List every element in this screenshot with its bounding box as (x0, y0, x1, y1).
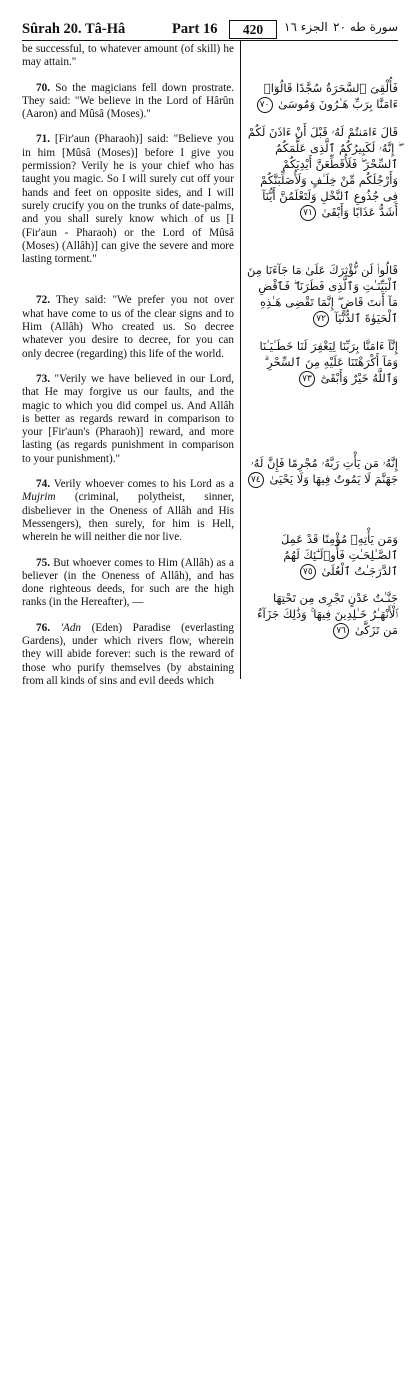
verse-text: So the magicians fell down prostrate. They said: "We believe in the Lord of Hârûn (Aaron) and Mûsâ (Moses)." (22, 81, 235, 121)
verse-end-marker: ٧٣ (299, 371, 315, 387)
verse-text-pre: Verily whoever comes to his Lord as a (53, 478, 234, 491)
part-label: Part 16 (172, 21, 218, 37)
surah-title-english: Sûrah 20. Tâ-Hâ (22, 21, 126, 37)
verse-text: [Fir'aun (Pharaoh)] said: "Believe you in him [Mûsâ (Moses)] before I give you permission? Verily he is your chief who has taught you magic. So I will surely cut off your hands and feet on opposite sides, and I will surely crucify you on the trunks of date-palms, and you shall surely know which of us [I (Fir'aun - Pharaoh) or the Lord of Mûsâ (Moses) (Allâh)] can give the severe and more lasting torment." (22, 133, 235, 266)
verse-71-english (22, 133, 234, 266)
arabic-text: جَنَّـٰتُ عَدْنٍ تَجْرِى مِن تَحْتِهَا ٱلْأَنْهَـٰرُ خَـٰلِدِينَ فِيهَا ۚ وَذَٰلِكَ جَزَآءُ مَن تَزَكَّىٰ (257, 591, 398, 637)
continued-text: be successful, to whatever amount (of skill) he may attain." (22, 43, 234, 69)
verse-end-marker: ٧٢ (313, 311, 329, 327)
verse-text: But whoever comes to Him (Allâh) as a believer (in the Oneness of Allâh), and has done righteous deeds, for such are the high ranks (in the Hereafter), — (22, 556, 234, 609)
page-header (22, 20, 398, 40)
verse-end-marker: ٧١ (300, 205, 316, 221)
page-number: 420 (229, 20, 277, 39)
arabic-text: فَأُلْقِىَ ٱلسَّحَرَةُ سُجَّدًا قَالُوٓا۟ ءَامَنَّا بِرَبِّ هَـٰرُونَ وَمُوسَىٰ (263, 81, 398, 111)
verse-number: 70. (36, 81, 50, 94)
verse-70-arabic (246, 80, 398, 113)
verse-end-marker: ٧٥ (300, 564, 316, 580)
verse-74-english (22, 478, 234, 544)
verse-end-marker: ٧٦ (333, 623, 349, 639)
verse-text: (Eden) Paradise (everlasting Gardens), under which rivers flow, wherein they will abide forever: such is the reward of those who purify themselves (by abstaining from all kinds of sins and evil deeds which (22, 621, 234, 687)
verse-number: 71. (36, 133, 50, 146)
arabic-text: إِنَّآ ءَامَنَّا بِرَبِّنَا لِيَغْفِرَ لَنَا خَطَـٰيَـٰنَا وَمَآ أَكْرَهْتَنَا عَلَيْهِ مِنَ ٱلسِّحْرِ ۗ وَٱللَّهُ خَيْرٌ وَأَبْقَىٰٓ (259, 339, 398, 385)
verse-end-marker: ٧٠ (257, 97, 273, 113)
verse-75-english (22, 557, 234, 610)
verse-73-english (22, 373, 234, 466)
verse-72-arabic (246, 262, 398, 327)
arabic-text: قَالَ ءَامَنتُمْ لَهُۥ قَبْلَ أَنْ ءَاذَنَ لَكُمْ ۖ إِنَّهُۥ لَكَبِيرُكُمُ ٱلَّذِى عَلَّمَكُمُ ٱلسِّحْرَ ۖ فَلَأُقَطِّعَنَّ أَيْدِيَكُمْ وَأَرْجُلَكُم مِّنْ خِلَـٰفٍ وَلَأُصَلِّبَنَّكُمْ فِى جُذُوعِ ٱلنَّخْلِ وَلَتَعْلَمُنَّ أَيُّنَآ أَشَدُّ عَذَابًا وَأَبْقَىٰ (247, 125, 398, 219)
english-translation-column (22, 43, 234, 688)
arabic-text: إِنَّهُۥ مَن يَأْتِ رَبَّهُۥ مُجْرِمًا فَإِنَّ لَهُۥ جَهَنَّمَ لَا يَمُوتُ فِيهَا وَلَا يَحْيَىٰ (250, 456, 398, 486)
arabic-text: قَالُوا۟ لَن نُّؤْثِرَكَ عَلَىٰ مَا جَآءَنَا مِنَ ٱلْبَيِّنَـٰتِ وَٱلَّذِى فَطَرَنَا ۖ فَٱقْضِ مَآ أَنتَ قَاضٍ ۖ إِنَّمَا تَقْضِى هَـٰذِهِ ٱلْحَيَوٰةَ ٱلدُّنْيَآ (247, 263, 398, 325)
verse-number: 73. (36, 372, 50, 385)
verse-72-english (22, 294, 234, 360)
verse-74-arabic (246, 455, 398, 488)
verse-text: (criminal, polytheist, sinner, disbeliever in the Oneness of Allâh and His Messengers), then surely, for him is Hell, wherein he will neither die nor live. (22, 491, 234, 544)
header-rule (22, 40, 398, 41)
verse-text: "Verily we have believed in our Lord, that He may forgive us our faults, and the magic to which you did compel us. And Allâh is better as regards reward in comparison to your [Fir'aun's (Pharaoh)] reward, and more lasting (as regards punishment in comparison to your punishment)." (22, 372, 235, 465)
verse-70-english (22, 82, 234, 122)
verse-73-arabic (246, 338, 398, 387)
verse-75-arabic (246, 531, 398, 580)
arabic-text: وَمَن يَأْتِهِۦ مُؤْمِنًا قَدْ عَمِلَ ٱلصَّـٰلِحَـٰتِ فَأُو۟لَـٰٓئِكَ لَهُمُ ٱلدَّرَجَـٰتُ ٱلْعُلَىٰ (280, 532, 398, 578)
verse-number: 72. (36, 294, 50, 307)
verse-italic-term: 'Adn (60, 621, 82, 634)
verse-end-marker: ٧٤ (248, 472, 264, 488)
verse-76-arabic (246, 590, 398, 639)
verse-number: 74. (36, 478, 50, 491)
juz-label-arabic: الجزء ١٦ (284, 20, 328, 34)
verse-text: They said: "We prefer you not over what have come to us of the clear signs and to Him (Allâh) Who created us. So decree whatever you desire to decree, for you can only decree (regarding) this life of the world. (22, 294, 234, 360)
verse-italic-term: Mujrim (22, 491, 56, 504)
verse-number: 76. (36, 621, 50, 634)
column-divider (240, 41, 241, 679)
verse-71-arabic (246, 124, 398, 221)
verse-number: 75. (36, 556, 50, 569)
surah-title-arabic: سورة طه ٢٠ (333, 20, 398, 34)
verse-76-english (22, 622, 234, 688)
